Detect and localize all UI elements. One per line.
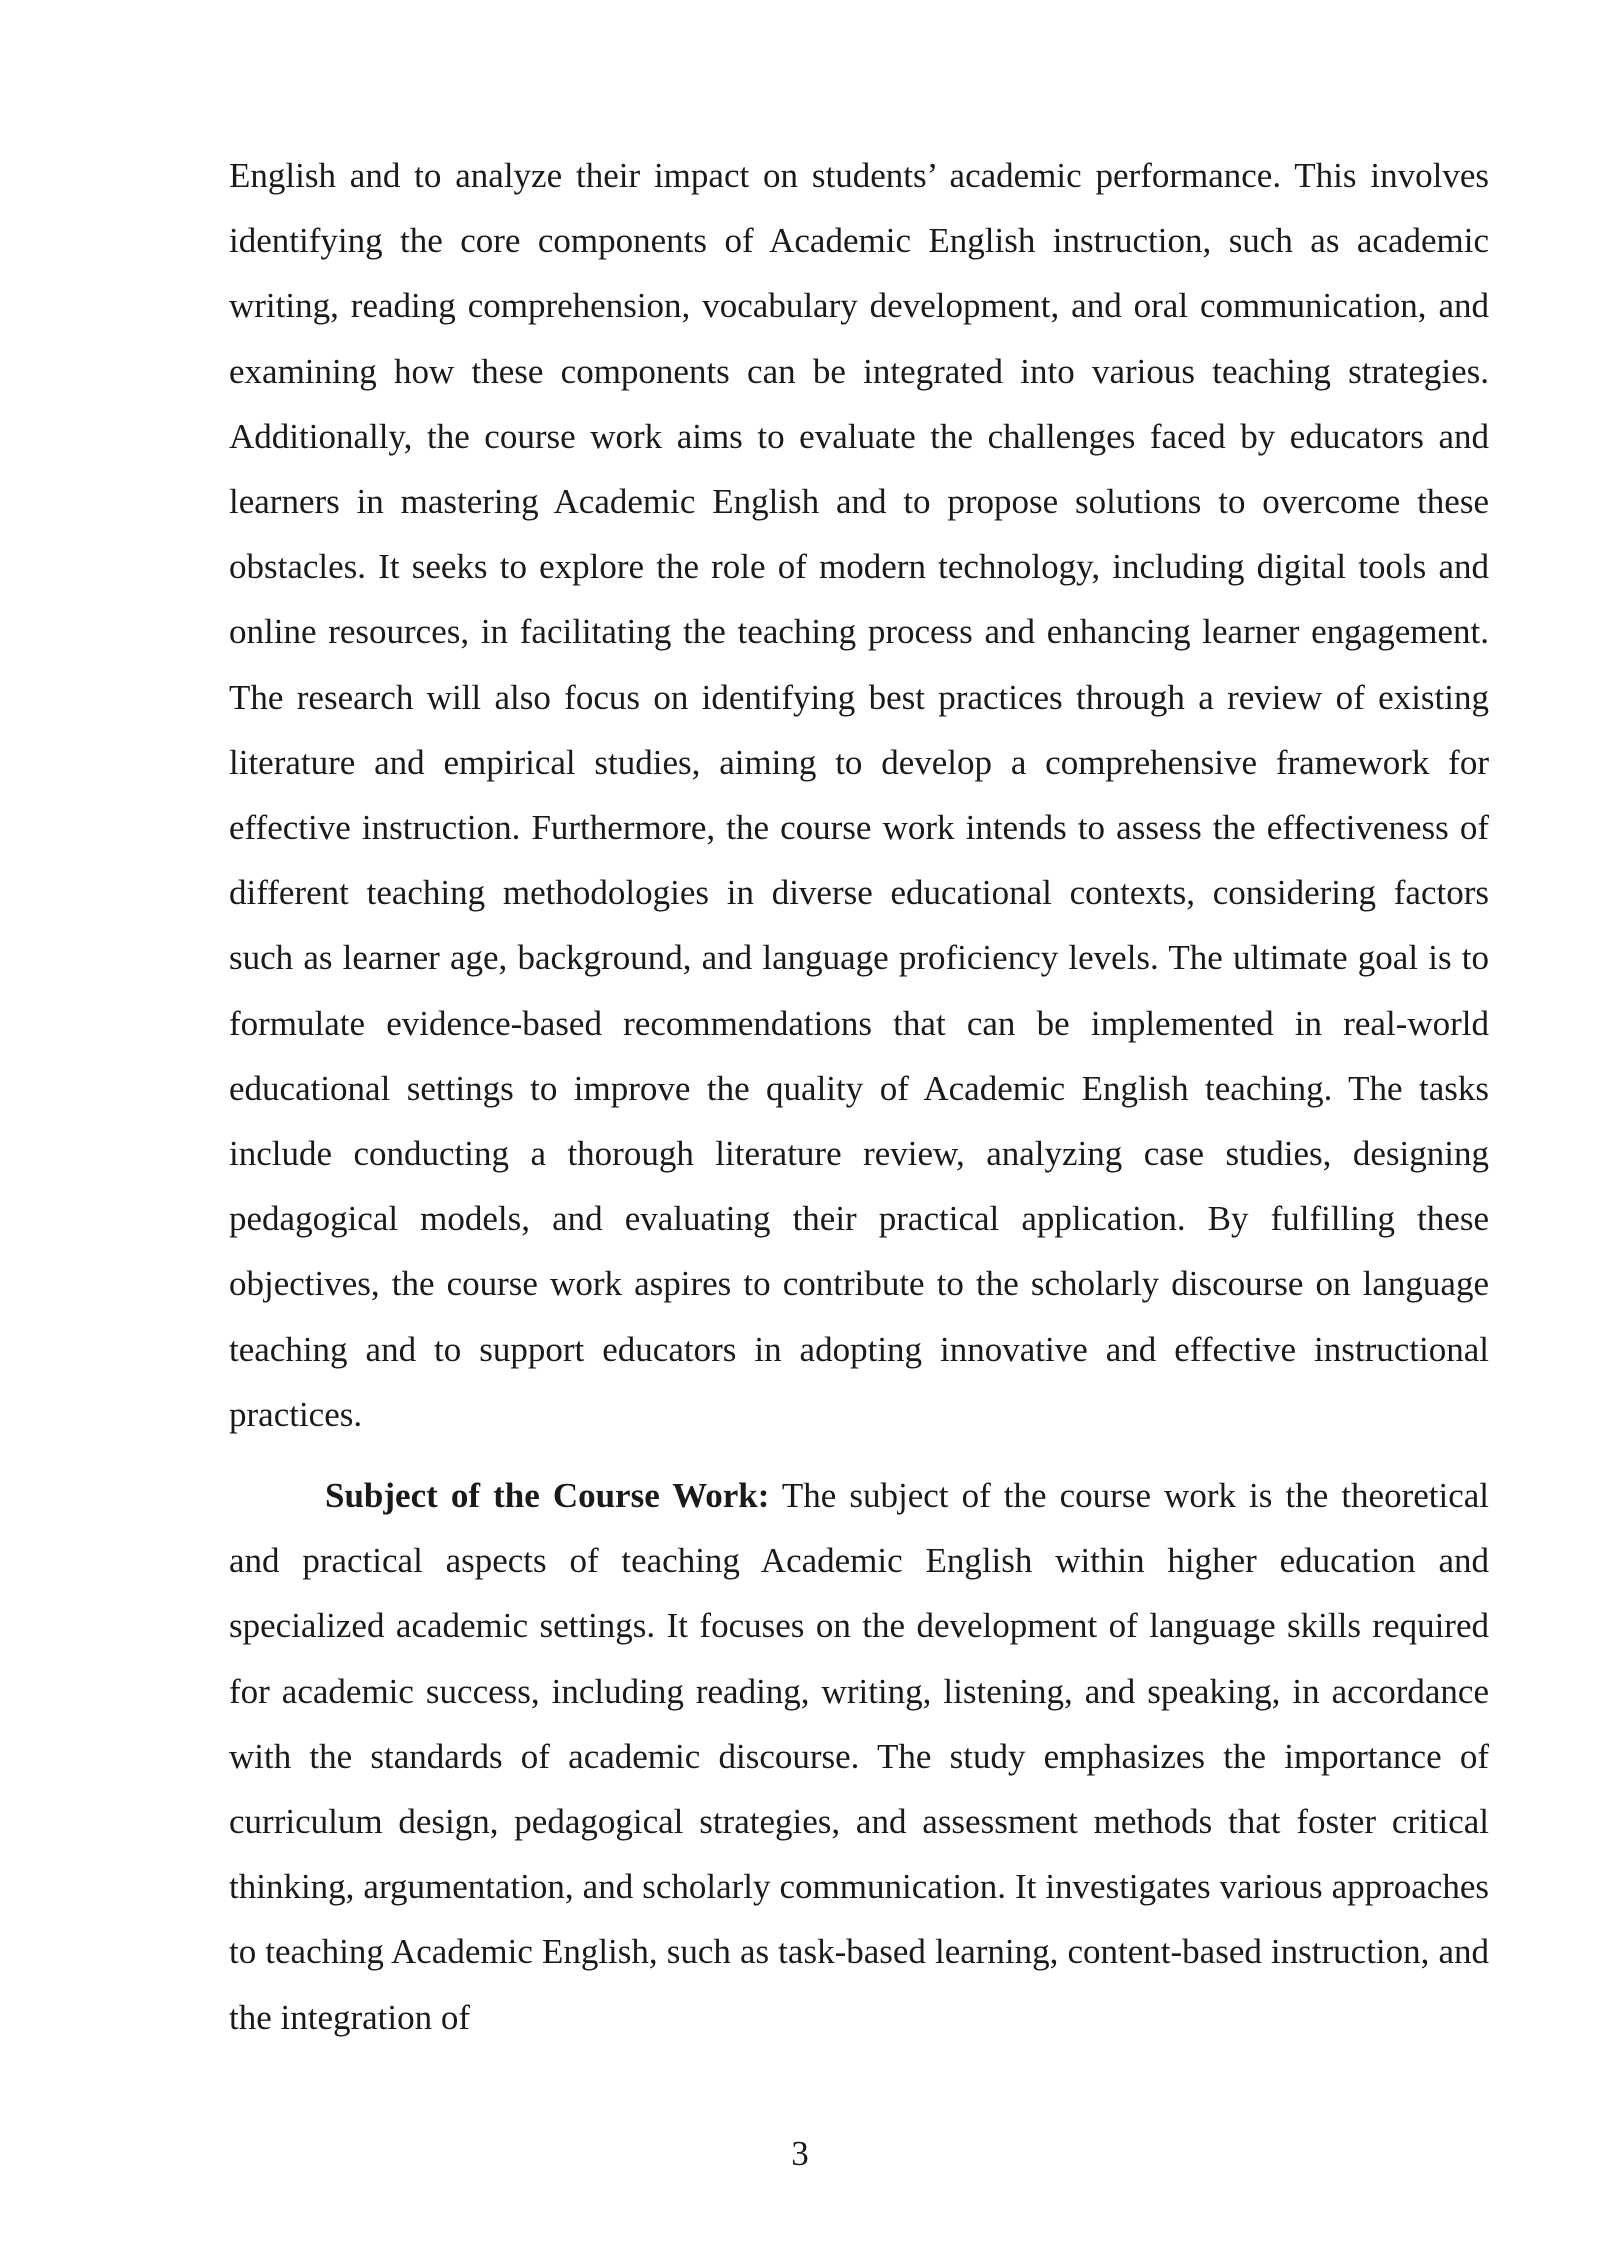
body-text xyxy=(229,143,1489,2050)
paragraph-text: The subject of the course work is the theoretical and practical aspects of teaching Academic English within higher education and specialized academic settings. It focuses on the development of language skills required for academic success, including reading, writing, listening, and speaking, in accordance with the standards of academic discourse. The study emphasizes the importance of curriculum design, pedagogical strategies, and assessment methods that foster critical thinking, argumentation, and scholarly communication. It investigates various approaches to teaching Academic English, such as task-based learning, content-based instruction, and the integration of xyxy=(229,1476,1490,2037)
page-number: 3 xyxy=(791,2134,809,2173)
paragraph-text: English and to analyze their impact on students’ academic performance. This involves identifying the core components of Academic English instruction, such as academic writing, reading comprehension, vocabulary development, and oral communication, and examining how these components can be integrated into various teaching strategies. Additionally, the course work aims to evaluate the challenges faced by educators and learners in mastering Academic English and to propose solutions to overcome these obstacles. It seeks to explore the role of modern technology, including digital tools and online resources, in facilitating the teaching process and enhancing learner engagement. The research will also focus on identifying best practices through a review of existing literature and empirical studies, aiming to develop a comprehensive framework for effective instruction. Furthermore, the course work intends to assess the effectiveness of different teaching methodologies in diverse educational contexts, considering factors such as learner age, background, and language proficiency levels. The ultimate goal is to formulate evidence-based recommendations that can be implemented in real-world educational settings to improve the quality of Academic English teaching. The tasks include conducting a thorough literature review, analyzing case studies, designing pedagogical models, and evaluating their practical application. By fulfilling these objectives, the course work aspires to contribute to the scholarly discourse on language teaching and to support educators in adopting innovative and effective instructional practices. xyxy=(229,156,1489,1434)
paragraph-heading: Subject of the Course Work: xyxy=(325,1476,770,1516)
paragraph-subject xyxy=(229,1463,1489,2050)
paragraph-objectives xyxy=(229,143,1489,1447)
